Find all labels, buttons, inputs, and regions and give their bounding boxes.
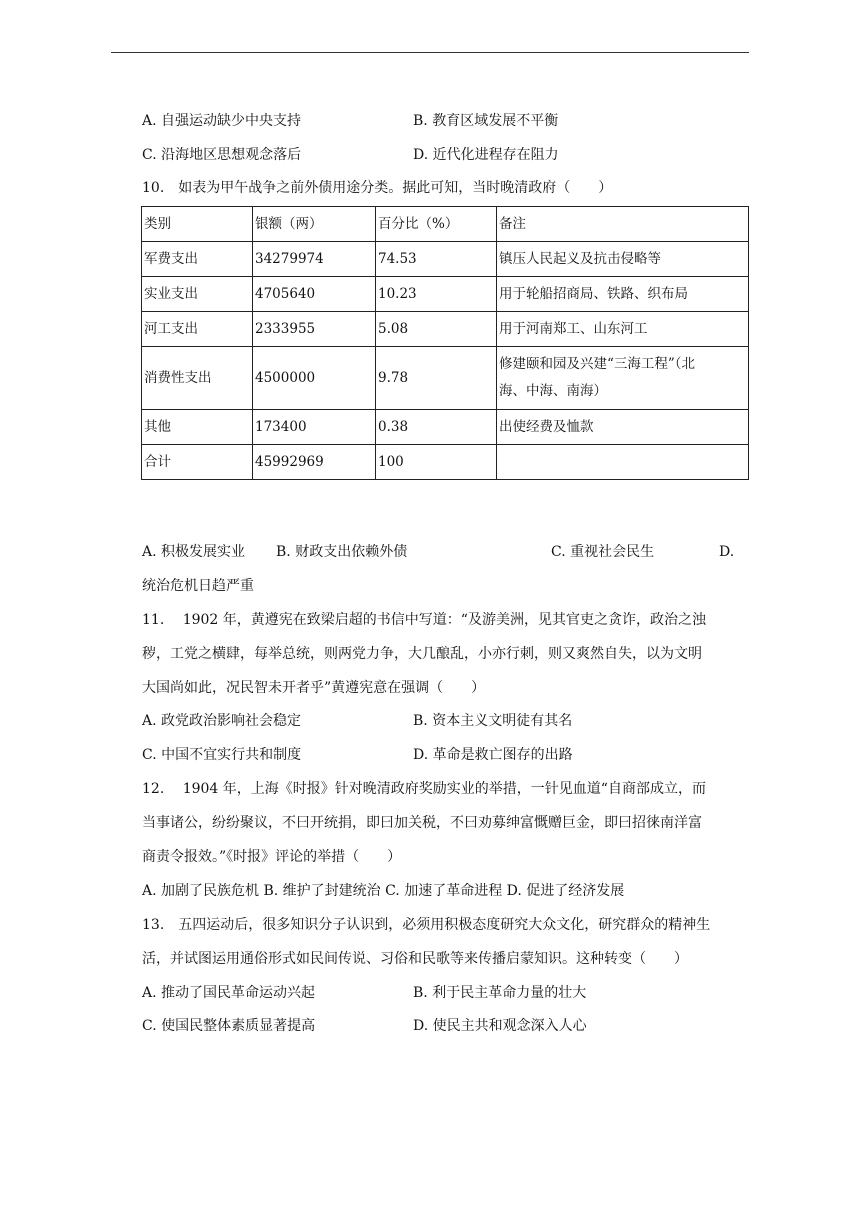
q11-option-c[interactable]: C. 中国不宜实行共和制度 (142, 747, 302, 763)
q12-stem-line: 12. 1904 年，上海《时报》针对晚清政府奖励实业的举措，一针见血道“自商部成立，而 (142, 781, 706, 797)
q11-option-b[interactable]: B. 资本主义文明徒有其名 (413, 713, 573, 729)
table-cell (497, 445, 749, 480)
q11-stem-line: 秽，工党之横肆，每举总统，则两党力争，大几酿乱，小亦行刺，则又爽然自失，以为文明 (142, 646, 702, 662)
table-cell: 45992969 (253, 445, 376, 480)
q13-option-c[interactable]: C. 使国民整体素质显著提高 (142, 1018, 316, 1034)
q13-stem-line: 活，并试图运用通俗形式如民间传说、习俗和民歌等来传播启蒙知识。这种转变（ ） (142, 951, 688, 967)
table-cell: 5.08 (376, 312, 497, 347)
table-header-cell: 银额（两） (253, 207, 376, 242)
table-header-row (142, 207, 749, 242)
table-header-cell: 备注 (497, 207, 749, 242)
q10-option-d-text[interactable]: 统治危机日趋严重 (142, 578, 254, 594)
table-cell (497, 347, 749, 410)
q11-option-a[interactable]: A. 政党政治影响社会稳定 (142, 713, 302, 729)
table-cell: 用于轮船招商局、铁路、织布局 (497, 277, 749, 312)
q9-option-d[interactable]: D. 近代化进程存在阻力 (413, 147, 559, 163)
table-cell: 34279974 (253, 242, 376, 277)
q12-options[interactable]: A. 加剧了民族危机 B. 维护了封建统治 C. 加速了革命进程 D. 促进了经济发展 (142, 883, 625, 899)
q11-stem-line: 11. 1902 年，黄遵宪在致梁启超的书信中写道：“及游美洲，见其官吏之贪诈，政治之浊 (142, 612, 706, 628)
table-cell: 0.38 (376, 410, 497, 445)
header-rule (111, 52, 749, 53)
q10-option-d[interactable]: D. (719, 544, 735, 560)
table-row (142, 312, 749, 347)
table-row (142, 242, 749, 277)
table-row (142, 347, 749, 410)
table-header-cell: 类别 (142, 207, 253, 242)
q13-option-a[interactable]: A. 推动了国民革命运动兴起 (142, 985, 316, 1001)
q12-stem-line: 当事诸公，纷纷聚议，不曰开统捐，即曰加关税，不曰劝募绅富慨赠巨金，即曰招徕南洋富 (142, 815, 702, 831)
table-row (142, 410, 749, 445)
q13-stem-line: 13. 五四运动后，很多知识分子认识到，必须用积极态度研究大众文化，研究群众的精神生 (142, 917, 711, 933)
q10-option-a[interactable]: A. 积极发展实业 (142, 544, 246, 560)
table-cell-line: 海、中海、南海） (499, 383, 607, 399)
table-cell: 9.78 (376, 347, 497, 410)
table-cell: 出使经费及恤款 (497, 410, 749, 445)
table-cell: 河工支出 (142, 312, 253, 347)
q13-option-b[interactable]: B. 利于民主革命力量的壮大 (413, 985, 587, 1001)
table-cell: 4705640 (253, 277, 376, 312)
q9-option-a[interactable]: A. 自强运动缺少中央支持 (142, 113, 302, 129)
q11-option-d[interactable]: D. 革命是救亡图存的出路 (413, 747, 573, 763)
table-cell: 10.23 (376, 277, 497, 312)
table-cell: 4500000 (253, 347, 376, 410)
table-row (142, 445, 749, 480)
table-row (142, 277, 749, 312)
table-cell: 100 (376, 445, 497, 480)
table-cell-line: 修建颐和园及兴建“三海工程”（北 (499, 356, 696, 372)
table-cell: 74.53 (376, 242, 497, 277)
table-cell: 173400 (253, 410, 376, 445)
table-cell: 2333955 (253, 312, 376, 347)
table-cell: 其他 (142, 410, 253, 445)
q12-stem-line: 商责令报效。”《时报》评论的举措（ ） (142, 849, 402, 865)
table-cell: 实业支出 (142, 277, 253, 312)
q11-stem-line: 大国尚如此，况民智未开者乎”黄遵宪意在强调（ ） (142, 680, 486, 696)
table-cell: 合计 (142, 445, 253, 480)
q10-option-c[interactable]: C. 重视社会民生 (551, 544, 655, 560)
q9-option-c[interactable]: C. 沿海地区思想观念落后 (142, 147, 302, 163)
q10-option-b[interactable]: B. 财政支出依赖外债 (276, 544, 408, 560)
table-cell: 镇压人民起义及抗击侵略等 (497, 242, 749, 277)
q10-stem: 10. 如表为甲午战争之前外债用途分类。据此可知，当时晚清政府（ ） (142, 180, 613, 196)
table-cell: 消费性支出 (142, 347, 253, 410)
table-header-cell: 百分比（%） (376, 207, 497, 242)
table-cell: 用于河南郑工、山东河工 (497, 312, 749, 347)
table-cell: 军费支出 (142, 242, 253, 277)
loan-usage-table (141, 206, 749, 480)
q9-option-b[interactable]: B. 教育区域发展不平衡 (413, 113, 559, 129)
q13-option-d[interactable]: D. 使民主共和观念深入人心 (413, 1018, 587, 1034)
